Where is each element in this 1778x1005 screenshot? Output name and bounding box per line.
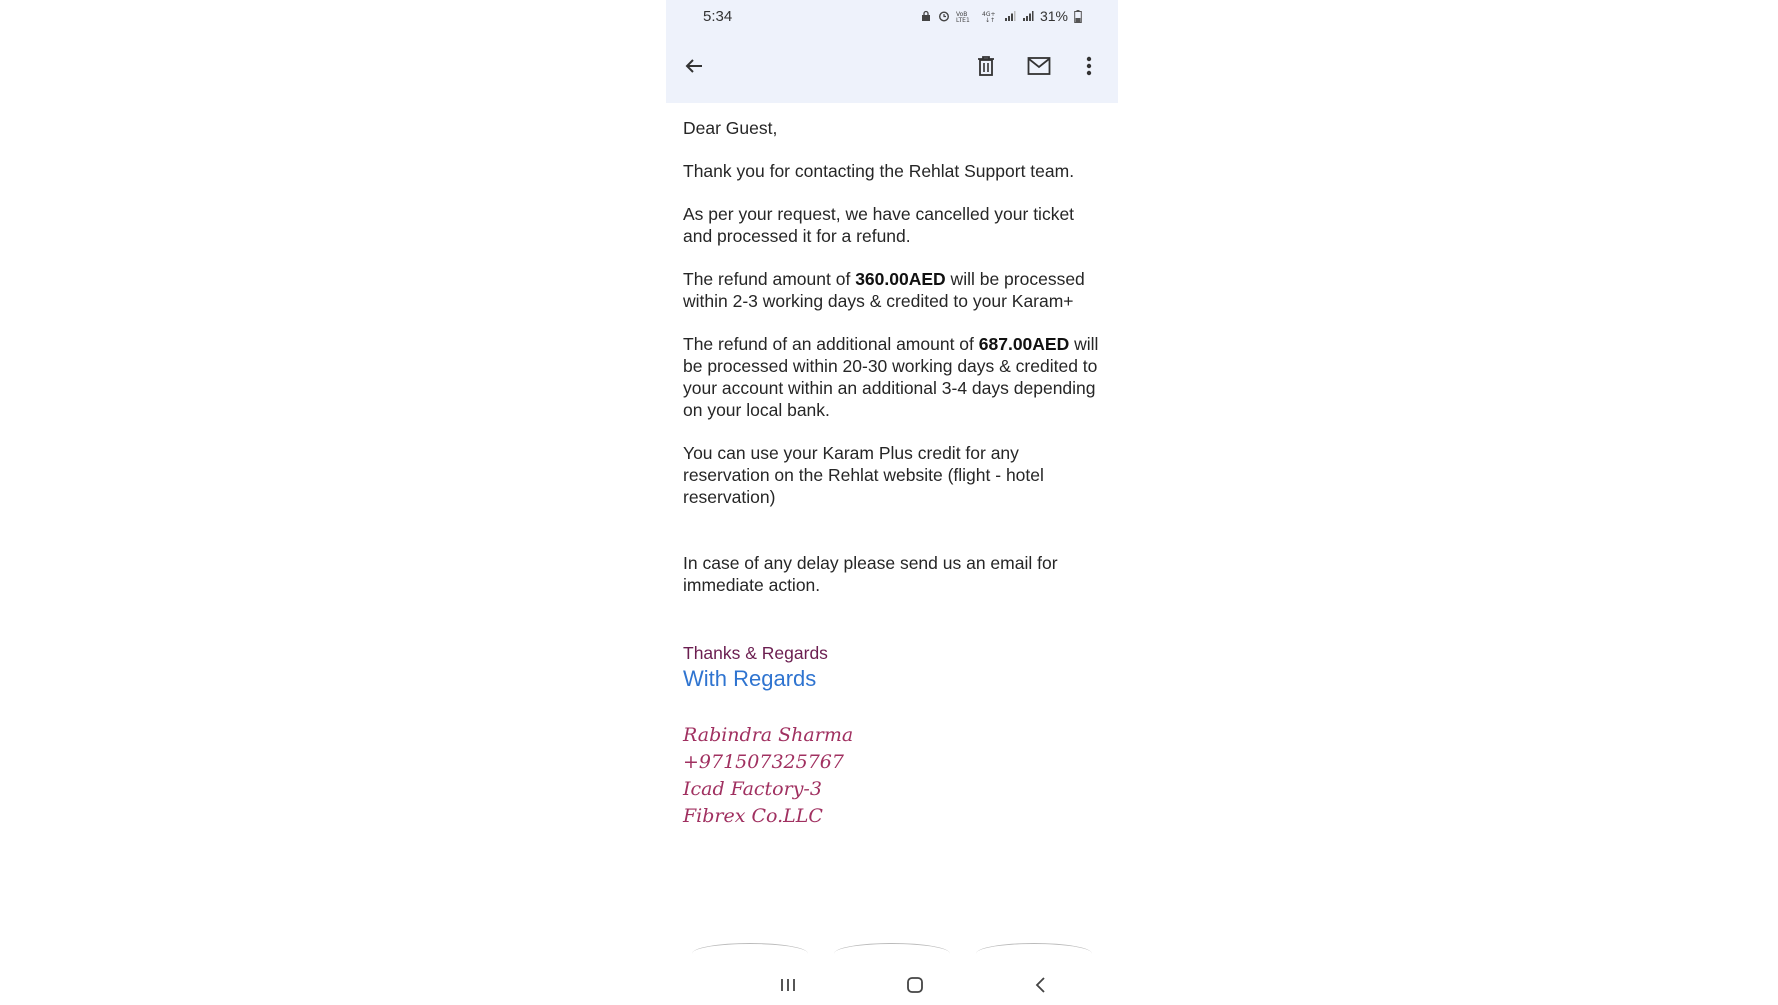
- paragraph-refund-karam: [683, 268, 1103, 312]
- recents-icon: [779, 977, 797, 993]
- signature-phone: +971507325767: [683, 751, 844, 773]
- text-segment: will be processed within 20-30 working days & credited to your account within an additional 3-4 days depending on your local bank.: [683, 334, 1099, 420]
- status-time: 5:34: [703, 8, 733, 25]
- recents-button[interactable]: [768, 965, 808, 1005]
- greeting: Dear Guest,: [683, 118, 778, 138]
- email-body: [683, 117, 1103, 830]
- nav-divider: [692, 943, 808, 964]
- status-icons: [920, 8, 1082, 24]
- paragraph-cancellation: As per your request, we have cancelled your ticket and processed it for a refund.: [683, 204, 1075, 246]
- svg-text:↓↑: ↓↑: [984, 17, 996, 22]
- trash-icon: [976, 55, 996, 77]
- paragraph-delay: In case of any delay please send us an email for immediate action.: [683, 553, 1058, 595]
- status-bar: [666, 0, 1118, 33]
- back-button[interactable]: [679, 51, 709, 81]
- text-segment: will be processed within 2-3 working days & credited to your Karam+: [683, 269, 1085, 311]
- text-segment: The refund amount of: [683, 269, 856, 289]
- signature-company-line1: Icad Factory-3: [683, 778, 822, 800]
- email-toolbar: [666, 33, 1118, 103]
- back-icon: [1034, 976, 1048, 994]
- back-nav-button[interactable]: [1021, 965, 1061, 1005]
- home-button[interactable]: [895, 965, 935, 1005]
- 4g-icon: [982, 10, 998, 22]
- mark-unread-button[interactable]: [1024, 51, 1054, 81]
- arrow-left-icon: [683, 55, 705, 77]
- refund-amount-2: 687.00AED: [978, 334, 1070, 354]
- lock-icon: [920, 10, 932, 22]
- thanks-regards: Thanks & Regards: [683, 643, 828, 663]
- alarm-icon: [938, 10, 950, 22]
- paragraph-thanks: Thank you for contacting the Rehlat Support team.: [683, 161, 1075, 181]
- mail-icon: [1027, 56, 1051, 76]
- phone-screen: [666, 0, 1118, 1000]
- volte-icon: [956, 10, 976, 22]
- signature-block: [683, 722, 1103, 830]
- battery-percent: 31%: [1039, 8, 1068, 24]
- delete-button[interactable]: [971, 51, 1001, 81]
- svg-text:LTE1: LTE1: [955, 17, 970, 22]
- signature-company-line2: Fibrex Co.LLC: [683, 805, 823, 827]
- refund-amount-1: 360.00AED: [855, 269, 946, 289]
- svg-text:VoB: VoB: [955, 11, 968, 18]
- paragraph-karam-plus: You can use your Karam Plus credit for any reservation on the Rehlat website (flight - hotel reservation): [683, 443, 1044, 507]
- signature-name: Rabindra Sharma: [683, 724, 854, 746]
- more-options-button[interactable]: [1074, 51, 1104, 81]
- svg-text:4G+: 4G+: [981, 11, 996, 18]
- signal-icon-2: [1022, 10, 1034, 22]
- text-segment: The refund of an additional amount of: [683, 334, 979, 354]
- navigation-bar: [666, 935, 1118, 1000]
- paragraph-refund-additional: [683, 333, 1103, 421]
- battery-icon: [1074, 10, 1082, 23]
- nav-divider: [834, 943, 950, 964]
- home-icon: [906, 976, 924, 994]
- nav-divider: [976, 943, 1092, 964]
- signal-icon: [1004, 10, 1016, 22]
- more-vert-icon: [1086, 56, 1092, 76]
- with-regards: With Regards: [683, 666, 817, 691]
